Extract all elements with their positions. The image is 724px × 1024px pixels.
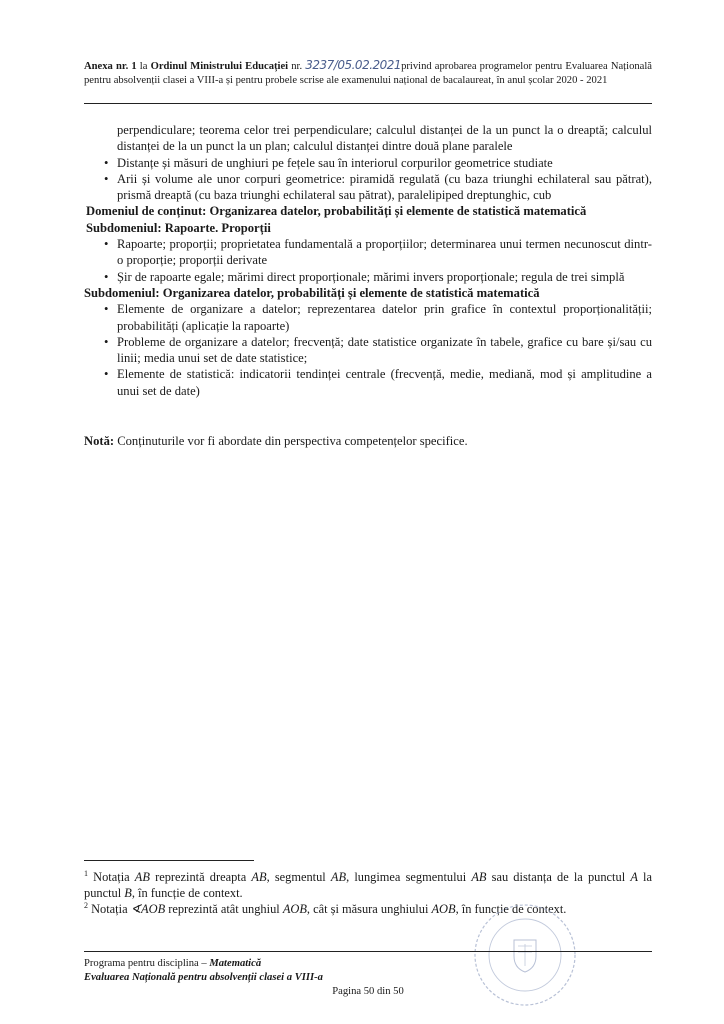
list-item: • Elemente de organizare a datelor; reprezentarea datelor prin grafice în contextul proporționalității; probabilități (aplicație la rapoarte) <box>84 301 652 334</box>
footer-line-1 <box>84 957 652 971</box>
footnote-text: sau distanța de la punctul <box>486 870 631 884</box>
footnote-text: Notația <box>88 902 131 916</box>
footer-subject: Matematică <box>209 958 262 969</box>
footnote-mark: 1 <box>84 869 88 878</box>
math-symbol: B <box>124 886 132 900</box>
subdomain-heading-organizarea-datelor: Subdomeniul: Organizarea datelor, probabilități și elemente de statistică matematică <box>84 285 540 300</box>
footnote-text: Notația <box>88 870 135 884</box>
math-symbol: AB <box>471 870 487 884</box>
document-footer <box>84 957 652 999</box>
footnote-text: la punctul <box>84 870 652 900</box>
list-item: • Arii și volume ale unor corpuri geometrice: piramidă regulată (cu baza triunghi echilateral sau pătrat), prismă dreaptă (cu baza triunghi echilateral sau pătrat), paralelipiped dreptunghic, cub <box>84 171 652 204</box>
footer-line-2 <box>84 971 652 985</box>
handwritten-order-number: 3237/05.02.2021 <box>305 58 402 72</box>
math-symbol: AB <box>330 870 347 884</box>
geometry-list <box>84 155 652 204</box>
footer-program-label: Programa pentru disciplina – <box>84 958 210 969</box>
header-divider <box>84 103 652 104</box>
organizarea-datelor-list <box>84 301 652 399</box>
page-number: Pagina 50 din 50 <box>332 986 404 997</box>
math-symbol: ∢AOB <box>130 902 166 916</box>
footnote-mark: 2 <box>84 901 88 910</box>
continuation-text: perpendiculare; teorema celor trei perpendiculare; calculul distanței de la un punct la o dreaptă; calculul distanței de la un punct la un plan; calculul distanței dintre două plane paralele <box>117 123 652 154</box>
note-label: Notă: <box>84 434 115 449</box>
header-nr: nr. <box>288 61 306 72</box>
document-body <box>84 122 652 449</box>
math-symbol: AOB <box>282 902 307 916</box>
footnote-text: , segmentul <box>266 870 331 884</box>
footnote-divider <box>84 860 254 861</box>
subdomain-heading-rapoarte: Subdomeniul: Rapoarte. Proporții <box>86 220 271 235</box>
header-la: la <box>136 61 151 72</box>
footnote-text: reprezintă dreapta <box>149 870 252 884</box>
domain-heading: Domeniul de conținut: Organizarea datelor, probabilități și elemente de statistică matematică <box>86 204 587 219</box>
header-anexa: Anexa nr. 1 <box>84 61 137 72</box>
rapoarte-list <box>84 236 652 285</box>
footer-exam-title: Evaluarea Națională pentru absolvenții clasei a VIII-a <box>84 971 323 983</box>
math-symbol: A <box>630 870 638 884</box>
list-item: • Probleme de organizare a datelor; frecvență; date statistice organizate în tabele, grafice cu bare și/sau cu linii; media unui set de date statistice; <box>84 334 652 367</box>
footnote-1 <box>84 866 652 901</box>
list-item: • Șir de rapoarte egale; mărimi direct proporționale; mărimi invers proporționale; regula de trei simplă <box>84 269 652 285</box>
header-rest: privind aprobarea programelor pentru Evaluarea Națională pentru absolvenții clasei a VIII-a și pentru probele scrise ale examenului național de bacalaureat, în anul școlar 2020 - 2021 <box>84 61 653 86</box>
list-item: • Elemente de statistică: indicatorii tendinței centrale (frecvență, medie, mediană, mod și amplitudine a unui set de date) <box>84 366 652 399</box>
note-paragraph <box>84 433 652 449</box>
document-header <box>84 58 652 88</box>
math-symbol: AB <box>251 870 267 884</box>
note-text: Conținuturile vor fi abordate din perspectiva competențelor specifice. <box>114 434 468 449</box>
footnote-text: , în funcție de context. <box>131 886 243 900</box>
footnote-text: , în funcție de context. <box>455 902 567 916</box>
footer-divider <box>84 951 652 952</box>
footnote-text: reprezintă atât unghiul <box>165 902 283 916</box>
footnote-text: , cât și măsura unghiului <box>306 902 432 916</box>
list-item: • Distanțe și măsuri de unghiuri pe fețele sau în interiorul corpurilor geometrice studiate <box>84 155 652 171</box>
list-item: • Rapoarte; proporții; proprietatea fundamentală a proporțiilor; determinarea unui termen necunoscut dintr-o proporție; proporții derivate <box>84 236 652 269</box>
footnote-text: , lungimea segmentului <box>346 870 472 884</box>
math-symbol: AB <box>134 870 150 884</box>
math-symbol: AOB <box>431 902 456 916</box>
header-ordinul: Ordinul Ministrului Educației <box>150 61 289 72</box>
